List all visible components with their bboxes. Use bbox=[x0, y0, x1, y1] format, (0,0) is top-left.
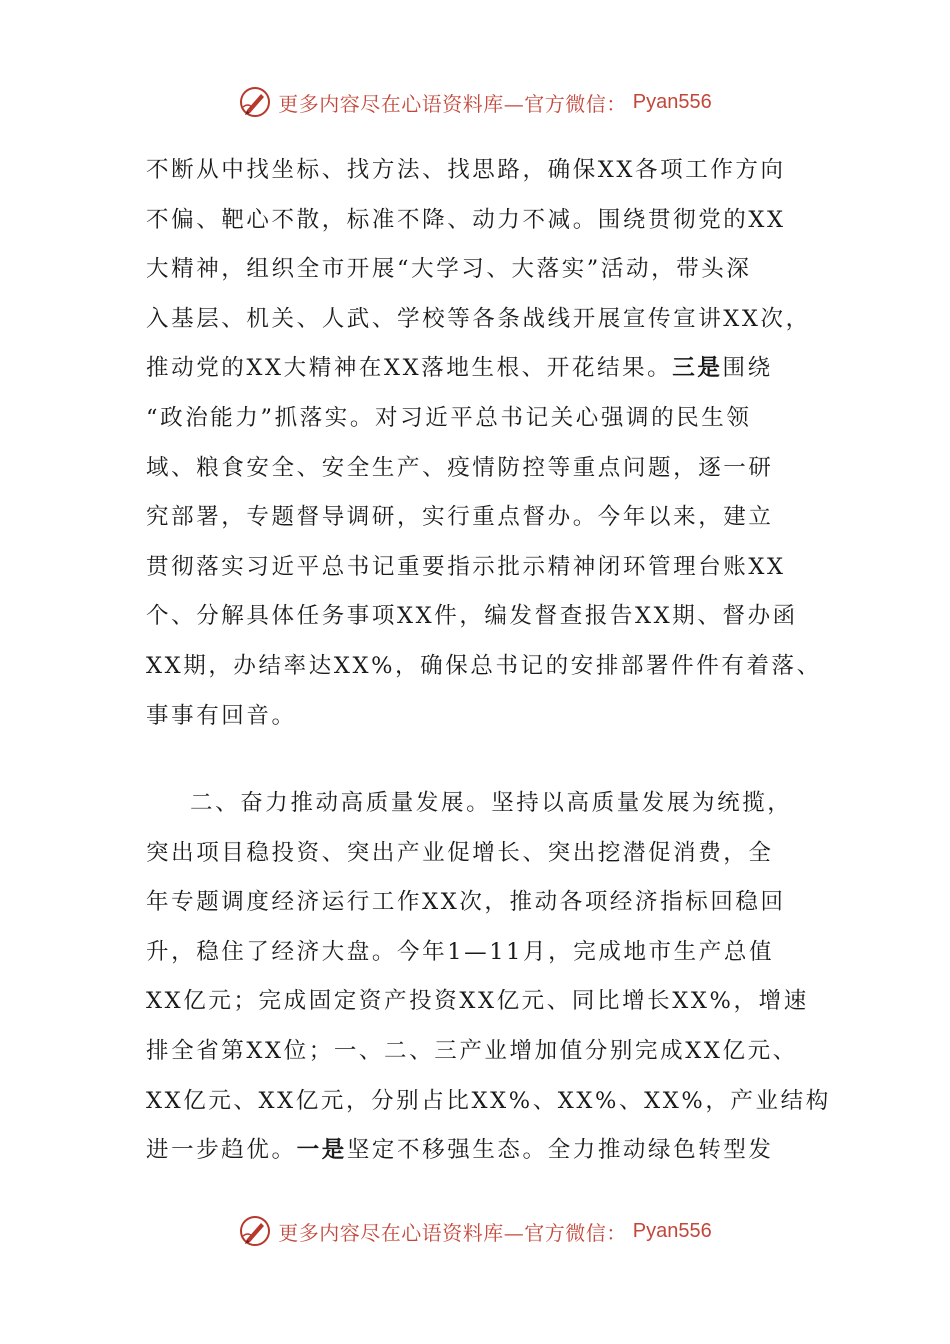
text-line: 事事有回音。 bbox=[146, 702, 297, 729]
text-line: XX亿元、XX亿元，分别占比XX%、XX%、XX%，产业结构 bbox=[146, 1087, 831, 1114]
text-line: 入基层、机关、人武、学校等各条战线开展宣传宣讲XX次， bbox=[146, 305, 811, 332]
pen-logo-icon bbox=[238, 1214, 272, 1248]
text-line: 年专题调度经济运行工作XX次，推动各项经济指标回稳回 bbox=[146, 889, 786, 916]
text-line: XX亿元；完成固定资产投资XX亿元、同比增长XX%，增速 bbox=[146, 988, 809, 1015]
pen-logo-icon bbox=[238, 85, 272, 119]
bold-marker: 一是 bbox=[296, 1137, 347, 1164]
banner-text: 更多内容尽在心语资料库—官方微信： bbox=[278, 91, 627, 116]
text-line: 突出项目稳投资、突出产业促增长、突出挖潜促消费，全 bbox=[146, 839, 774, 866]
text-line bbox=[146, 344, 816, 394]
text-line: 个、分解具体任务事项XX件，编发督查报告XX期、督办函 bbox=[146, 603, 798, 630]
text-line: 不偏、靶心不散，标准不降、动力不减。围绕贯彻党的XX bbox=[146, 206, 786, 233]
text-line: “政治能力”抓落实。对习近平总书记关心强调的民生领 bbox=[146, 404, 752, 431]
paragraph-2 bbox=[146, 779, 831, 1176]
text-segment: 推动党的XX大精神在XX落地生根、开花结果。 bbox=[146, 355, 673, 382]
paragraph-1 bbox=[146, 146, 822, 741]
bold-marker: 三是 bbox=[672, 355, 723, 382]
banner-text: 更多内容尽在心语资料库—官方微信： bbox=[278, 1220, 627, 1245]
banner-wechat-id: Pyan556 bbox=[632, 90, 712, 113]
text-line: 排全省第XX位；一、二、三产业增加值分别完成XX亿元、 bbox=[146, 1037, 798, 1064]
footer-banner bbox=[0, 1211, 950, 1251]
text-line: 不断从中找坐标、找方法、找思路，确保XX各项工作方向 bbox=[146, 157, 786, 183]
text-line: 贯彻落实习近平总书记重要指示批示精神闭环管理台账XX bbox=[146, 553, 786, 580]
text-line: 域、粮食安全、安全生产、疫情防控等重点问题，逐一研 bbox=[146, 454, 774, 481]
text-line: 二、奋力推动高质量发展。坚持以高质量发展为统揽， bbox=[190, 790, 793, 816]
text-segment: 坚定不移强生态。全力推动绿色转型发 bbox=[346, 1137, 774, 1164]
text-line: XX期，办结率达XX%，确保总书记的安排部署件件有着落、 bbox=[146, 652, 822, 679]
header-banner bbox=[0, 82, 950, 122]
text-segment: 进一步趋优。 bbox=[146, 1137, 297, 1164]
text-line bbox=[146, 1126, 816, 1176]
text-line: 究部署，专题督导调研，实行重点督办。今年以来，建立 bbox=[146, 504, 774, 531]
banner-wechat-id: Pyan556 bbox=[632, 1219, 712, 1242]
text-line: 升，稳住了经济大盘。今年1—11月，完成地市生产总值 bbox=[146, 938, 775, 965]
text-line: 大精神，组织全市开展“大学习、大落实”活动，带头深 bbox=[146, 256, 752, 283]
text-segment: 围绕 bbox=[722, 355, 773, 382]
